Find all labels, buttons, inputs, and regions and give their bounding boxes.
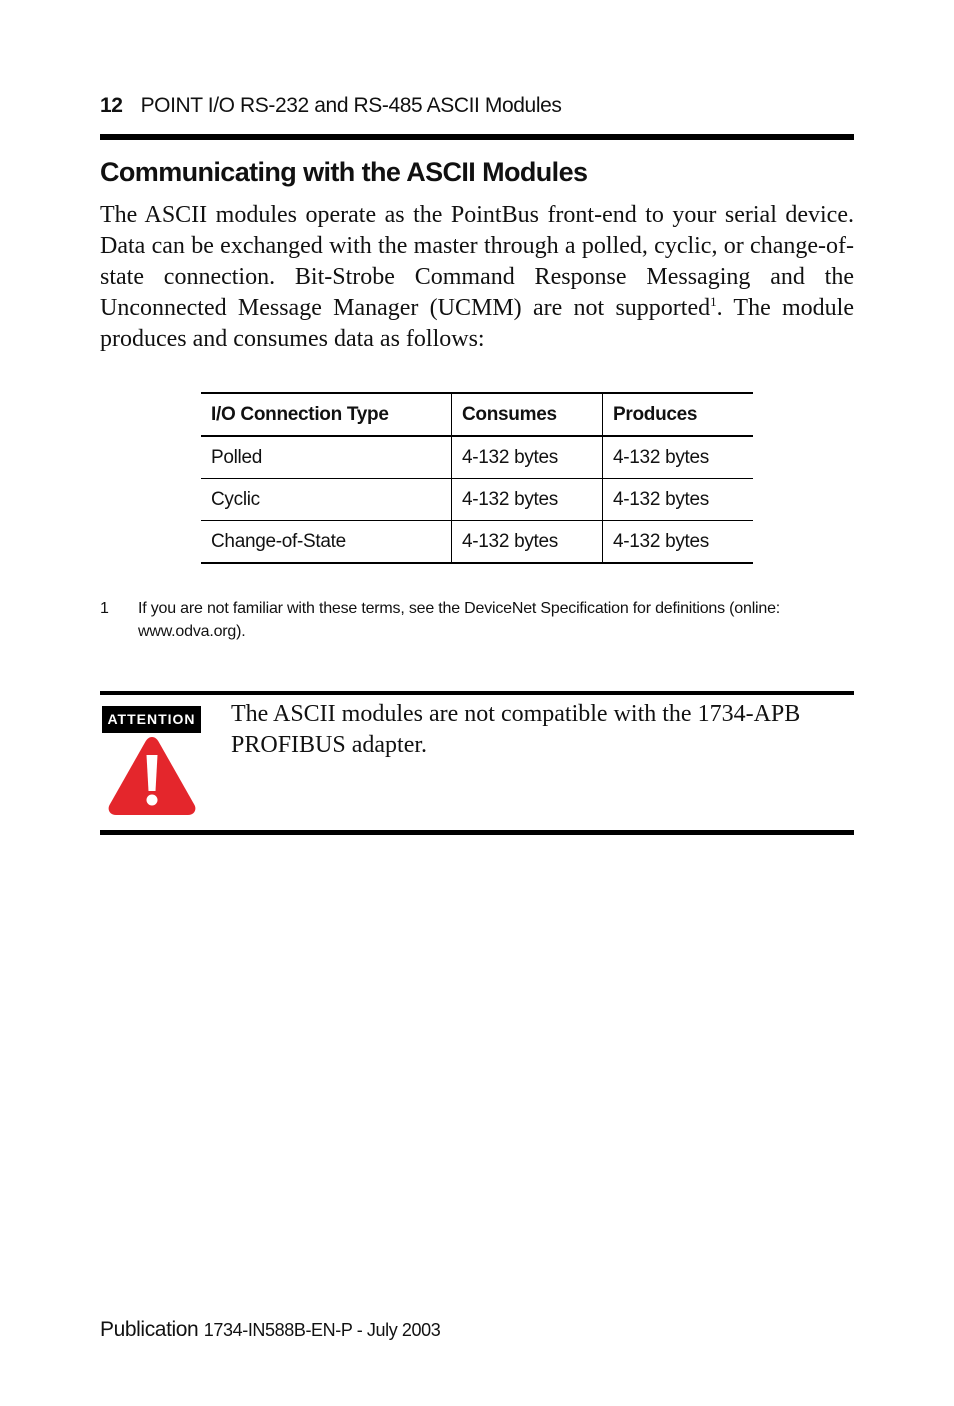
header-title: POINT I/O RS-232 and RS-485 ASCII Modules bbox=[140, 94, 562, 117]
publication-id: 1734-IN588B-EN-P - July 2003 bbox=[203, 1320, 441, 1340]
cell-produces: 4-132 bytes bbox=[603, 436, 754, 479]
table-row bbox=[201, 521, 753, 564]
footnote bbox=[100, 597, 854, 643]
cell-produces: 4-132 bytes bbox=[603, 479, 754, 521]
footnote-reference: 1 bbox=[710, 294, 717, 309]
header-consumes: Consumes bbox=[452, 393, 603, 436]
cell-connection-type: Change-of-State bbox=[201, 521, 452, 564]
attention-top-rule bbox=[100, 691, 854, 695]
header-connection-type: I/O Connection Type bbox=[201, 393, 452, 436]
cell-consumes: 4-132 bytes bbox=[452, 479, 603, 521]
attention-text: The ASCII modules are not compatible with the 1734-APB PROFIBUS adapter. bbox=[231, 701, 801, 758]
table-row bbox=[201, 436, 753, 479]
paragraph-tail: . The module produces and consumes data as follows: bbox=[100, 295, 854, 352]
table-header-row bbox=[201, 393, 753, 436]
running-header bbox=[100, 94, 854, 124]
header-produces: Produces bbox=[603, 393, 754, 436]
section-heading: Communicating with the ASCII Modules bbox=[100, 157, 588, 187]
body-paragraph bbox=[100, 200, 854, 355]
paragraph-main: The ASCII modules operate as the PointBus front-end to your serial device. Data can be exchanged with the master through a polled, cyclic, or change-of-state connection. Bit-Strobe Command Response Messaging and the Unconnected Message Manager (UCMM) are not supported bbox=[100, 202, 854, 321]
cell-produces: 4-132 bytes bbox=[603, 521, 754, 564]
cell-consumes: 4-132 bytes bbox=[452, 436, 603, 479]
cell-consumes: 4-132 bytes bbox=[452, 521, 603, 564]
publication-footer bbox=[100, 1318, 440, 1342]
footnote-text: If you are not familiar with these terms, see the DeviceNet Specification for definitions (online: www.odva.org). bbox=[138, 600, 781, 640]
cell-connection-type: Polled bbox=[201, 436, 452, 479]
header-rule bbox=[100, 134, 854, 140]
table-row bbox=[201, 479, 753, 521]
publication-label: Publication bbox=[100, 1318, 199, 1341]
page-number: 12 bbox=[100, 94, 123, 117]
cell-connection-type: Cyclic bbox=[201, 479, 452, 521]
attention-label: ATTENTION bbox=[102, 706, 201, 733]
warning-triangle-icon bbox=[106, 733, 198, 817]
connection-table bbox=[201, 392, 753, 564]
attention-bottom-rule bbox=[100, 830, 854, 835]
footnote-number: 1 bbox=[100, 600, 109, 617]
